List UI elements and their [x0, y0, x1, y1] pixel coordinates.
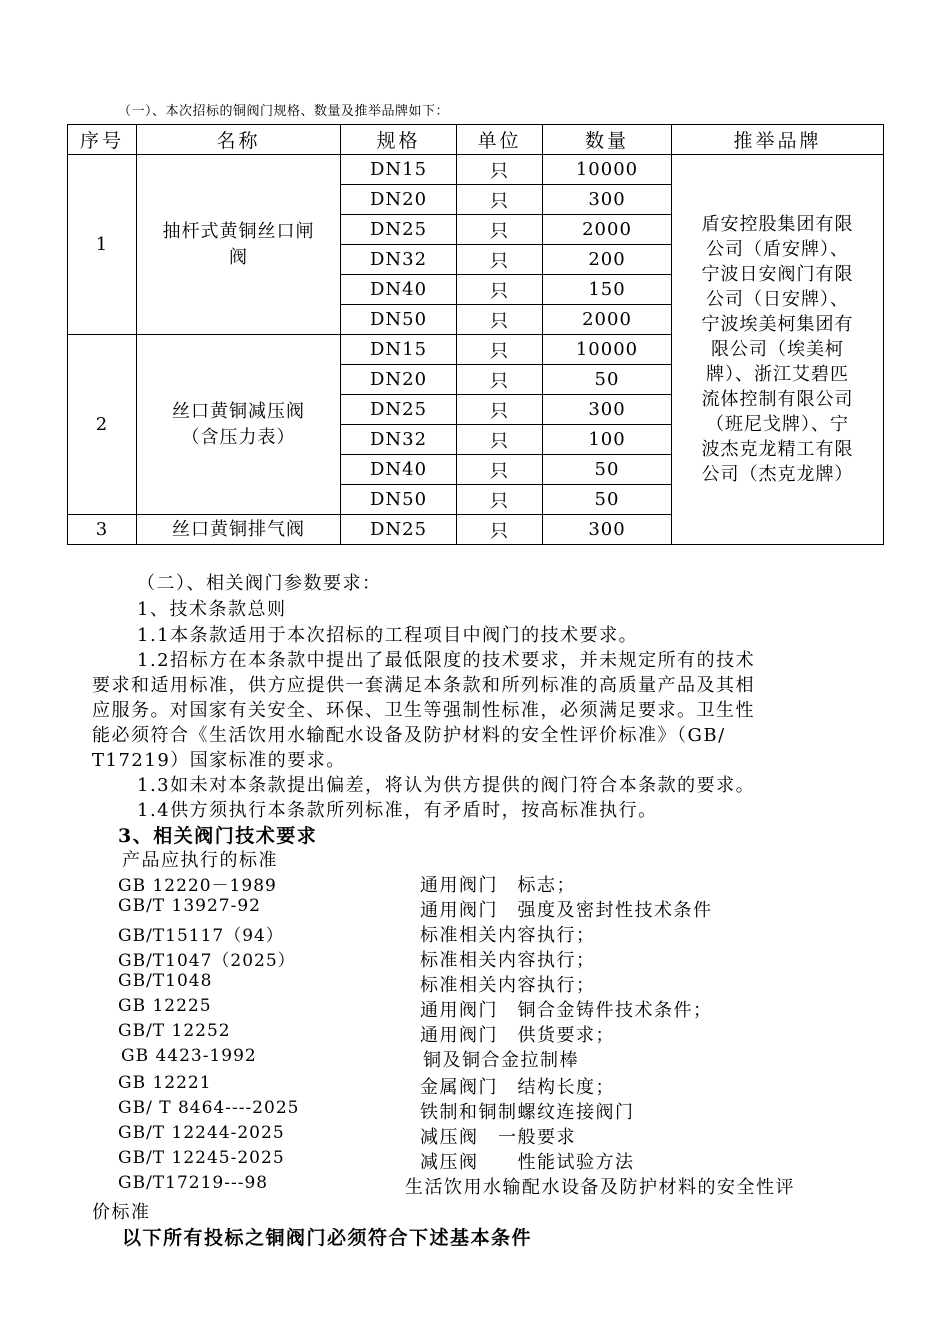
spec-cell: DN20	[341, 185, 457, 215]
standard-description: 铜及铜合金拉制棒	[423, 1050, 579, 1071]
standard-description: 标准相关内容执行；	[420, 925, 596, 946]
qty-cell: 50	[543, 365, 672, 395]
header-unit: 单位	[457, 125, 543, 155]
spec-cell: DN15	[341, 335, 457, 365]
unit-cell: 只	[457, 155, 543, 185]
spec-cell: DN15	[341, 155, 457, 185]
clause-1-2-line-2: 要求和适用标准，供方应提供一套满足本条款和所列标准的高质量产品及其相	[92, 675, 755, 696]
standard-code: GB 12220－1989	[118, 876, 277, 896]
standard-code: GB 12225	[118, 996, 212, 1016]
standard-code: GB/T17219---98	[118, 1173, 269, 1193]
qty-cell: 300	[543, 515, 672, 545]
standard-code: GB/T 12244-2025	[118, 1123, 285, 1143]
unit-cell: 只	[457, 455, 543, 485]
unit-cell: 只	[457, 335, 543, 365]
standard-description: 减压阀 性能试验方法	[420, 1152, 635, 1173]
subsection-1-title: 1、技术条款总则	[137, 599, 287, 620]
row-no: 1	[68, 155, 137, 335]
spec-cell: DN32	[341, 245, 457, 275]
clause-1-3: 1.3如未对本条款提出偏差，将认为供方提供的阀门符合本条款的要求。	[137, 775, 756, 796]
standard-description-tail: 价标准	[92, 1202, 151, 1223]
standards-intro: 产品应执行的标准	[122, 850, 278, 871]
header-qty: 数量	[543, 125, 672, 155]
header-brand: 推举品牌	[672, 125, 884, 155]
unit-cell: 只	[457, 395, 543, 425]
standard-description: 减压阀 一般要求	[420, 1127, 576, 1148]
spec-cell: DN40	[341, 275, 457, 305]
row-no: 2	[68, 335, 137, 515]
spec-cell: DN50	[341, 485, 457, 515]
standard-description: 生活饮用水输配水设备及防护材料的安全性评	[405, 1177, 795, 1198]
row-name: 丝口黄铜减压阀 （含压力表）	[137, 335, 341, 515]
standard-description: 通用阀门 强度及密封性技术条件	[420, 900, 713, 921]
standard-description: 标准相关内容执行；	[420, 975, 596, 996]
row-name: 抽杆式黄铜丝口闸 阀	[137, 155, 341, 335]
unit-cell: 只	[457, 185, 543, 215]
table-header-row	[68, 125, 884, 155]
qty-cell: 300	[543, 395, 672, 425]
qty-cell: 2000	[543, 305, 672, 335]
valve-spec-table	[67, 124, 884, 545]
qty-cell: 2000	[543, 215, 672, 245]
standard-code: GB/T1048	[118, 971, 213, 991]
unit-cell: 只	[457, 365, 543, 395]
spec-cell: DN25	[341, 515, 457, 545]
unit-cell: 只	[457, 275, 543, 305]
clause-1-1: 1.1本条款适用于本次招标的工程项目中阀门的技术要求。	[137, 625, 639, 646]
section-2-title: （二）、相关阀门参数要求：	[137, 573, 382, 594]
qty-cell: 150	[543, 275, 672, 305]
qty-cell: 300	[543, 185, 672, 215]
header-no: 序号	[68, 125, 137, 155]
header-spec: 规格	[341, 125, 457, 155]
standard-code: GB/T 13927-92	[118, 896, 261, 916]
clause-1-2-line-4: 能必须符合《生活饮用水输配水设备及防护材料的安全性评价标准》（GB/	[92, 725, 726, 746]
basic-conditions-heading: 以下所有投标之铜阀门必须符合下述基本条件	[122, 1227, 533, 1249]
qty-cell: 50	[543, 485, 672, 515]
qty-cell: 10000	[543, 335, 672, 365]
spec-cell: DN40	[341, 455, 457, 485]
standard-code: GB/T 12245-2025	[118, 1148, 285, 1168]
standard-code: GB/T15117（94）	[118, 926, 284, 946]
section-3-title: 3、相关阀门技术要求	[118, 825, 318, 847]
qty-cell: 50	[543, 455, 672, 485]
qty-cell: 200	[543, 245, 672, 275]
standard-description: 通用阀门 供货要求；	[420, 1025, 615, 1046]
unit-cell: 只	[457, 305, 543, 335]
unit-cell: 只	[457, 515, 543, 545]
row-no: 3	[68, 515, 137, 545]
qty-cell: 100	[543, 425, 672, 455]
spec-cell: DN32	[341, 425, 457, 455]
spec-cell: DN25	[341, 215, 457, 245]
spec-cell: DN50	[341, 305, 457, 335]
standard-code: GB/ T 8464----2025	[118, 1098, 300, 1118]
spec-cell: DN20	[341, 365, 457, 395]
standard-description: 金属阀门 结构长度；	[420, 1077, 615, 1098]
clause-1-2-line-5: T17219）国家标准的要求。	[92, 750, 346, 771]
standard-description: 通用阀门 铜合金铸件技术条件；	[420, 1000, 713, 1021]
unit-cell: 只	[457, 485, 543, 515]
qty-cell: 10000	[543, 155, 672, 185]
standard-code: GB/T1047（2025）	[118, 951, 296, 971]
clause-1-2-line-3: 应服务。对国家有关安全、环保、卫生等强制性标准，必须满足要求。卫生性	[92, 700, 755, 721]
unit-cell: 只	[457, 245, 543, 275]
table-caption: （一）、本次招标的铜阀门规格、数量及推举品牌如下：	[118, 104, 450, 119]
clause-1-4: 1.4供方须执行本条款所列标准，有矛盾时，按高标准执行。	[137, 800, 658, 821]
standard-code: GB/T 12252	[118, 1021, 231, 1041]
row-name: 丝口黄铜排气阀	[137, 515, 341, 545]
spec-cell: DN25	[341, 395, 457, 425]
standard-code: GB 4423-1992	[121, 1046, 257, 1066]
header-name: 名称	[137, 125, 341, 155]
standard-description: 铁制和铜制螺纹连接阀门	[420, 1102, 635, 1123]
clause-1-2-line-1: 1.2招标方在本条款中提出了最低限度的技术要求，并未规定所有的技术	[137, 650, 756, 671]
unit-cell: 只	[457, 215, 543, 245]
standard-description: 通用阀门 标志；	[420, 875, 576, 896]
unit-cell: 只	[457, 425, 543, 455]
recommended-brands: 盾安控股集团有限 公司（盾安牌）、 宁波日安阀门有限 公司（日安牌）、 宁波埃美柯集团有 限公司（埃美柯 牌）、浙江艾碧匹 流体控制有限公司 （班尼戈牌）、宁 波杰克龙精工有限 公司（杰克龙牌）	[672, 155, 884, 545]
table-row	[68, 155, 884, 185]
standard-code: GB 12221	[118, 1073, 212, 1093]
standard-description: 标准相关内容执行；	[420, 950, 596, 971]
